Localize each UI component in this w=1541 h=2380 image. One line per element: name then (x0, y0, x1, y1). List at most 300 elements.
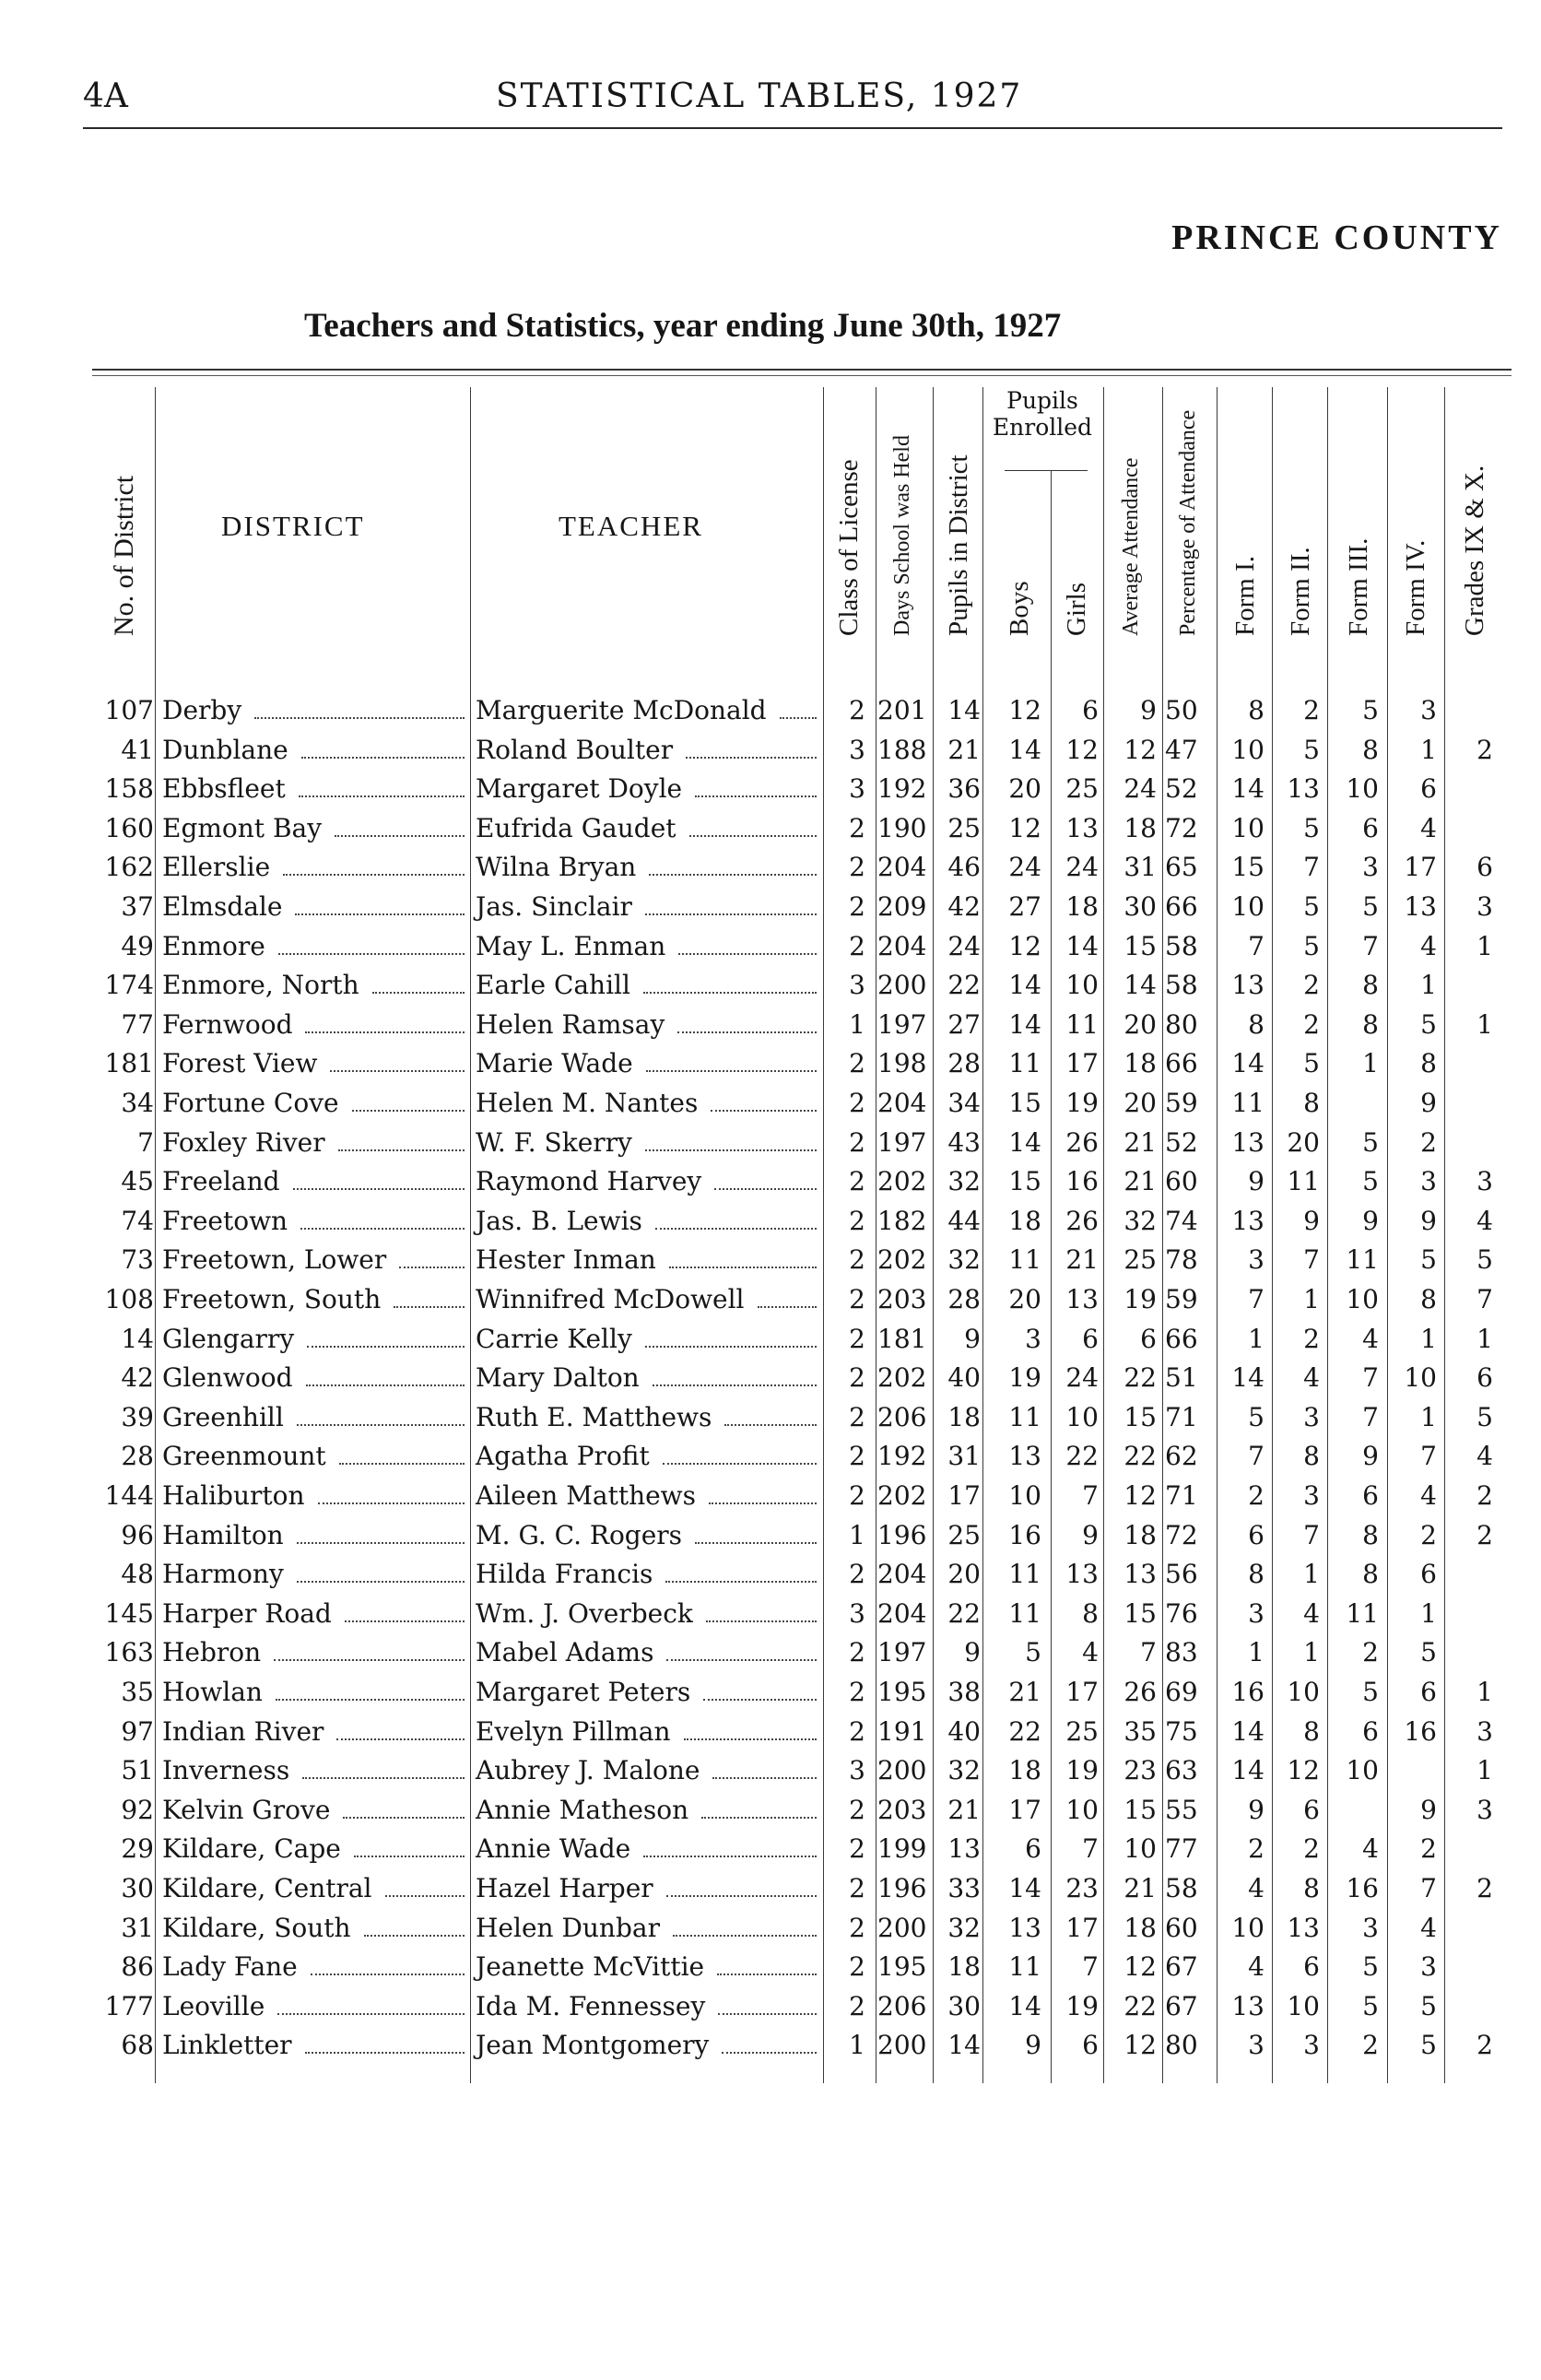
form-2-count: 1 (1303, 1284, 1320, 1314)
girls-enrolled: 10 (1065, 970, 1099, 1001)
form-3-count: 8 (1362, 1519, 1379, 1550)
dot-leader (655, 1228, 817, 1230)
district-number: 31 (121, 1912, 154, 1943)
form-2-count: 9 (1303, 1205, 1320, 1236)
form-4-count: 3 (1420, 1166, 1437, 1197)
column-header-pupils-enrolled: Pupils Enrolled (992, 387, 1093, 441)
table-row (0, 1673, 1541, 1713)
table-row (0, 966, 1541, 1006)
class-of-license: 2 (849, 1244, 865, 1276)
boys-enrolled: 14 (1008, 1873, 1041, 1903)
form-3-count: 5 (1362, 1990, 1379, 2021)
percentage-attendance: 66 (1165, 1323, 1198, 1354)
form-3-count: 8 (1362, 734, 1379, 765)
table-row (0, 731, 1541, 771)
district-name: Glengarry (162, 1323, 295, 1354)
table-row (0, 1124, 1541, 1163)
teacher-name: Annie Wade (476, 1833, 631, 1865)
class-of-license: 2 (849, 1088, 865, 1118)
dot-leader (643, 1856, 817, 1857)
form-3-count: 3 (1362, 1912, 1379, 1943)
teacher-name: Marguerite McDonald (476, 695, 767, 725)
girls-enrolled: 13 (1065, 1284, 1099, 1314)
district-number: 73 (121, 1244, 154, 1276)
dot-leader (686, 757, 817, 759)
form-4-count: 5 (1420, 1990, 1437, 2021)
grades-9-10-count: 1 (1476, 1755, 1493, 1786)
form-2-count: 4 (1303, 1597, 1320, 1629)
form-4-count: 4 (1420, 1912, 1437, 1943)
average-attendance: 31 (1123, 852, 1157, 883)
percentage-attendance: 78 (1165, 1244, 1198, 1276)
days-school-held: 195 (877, 1677, 927, 1707)
table-row (0, 1516, 1541, 1556)
teacher-name: May L. Enman (476, 930, 666, 961)
column-header-teacher: TEACHER (559, 510, 703, 542)
pupils-in-district: 24 (947, 930, 981, 961)
class-of-license: 2 (849, 1362, 865, 1394)
grades-9-10-count: 5 (1476, 1401, 1493, 1432)
average-attendance: 30 (1123, 891, 1157, 922)
district-name: Kelvin Grove (162, 1794, 331, 1825)
pupils-in-district: 14 (947, 695, 981, 725)
table-row (0, 1044, 1541, 1084)
form-2-count: 4 (1303, 1362, 1320, 1394)
table-row (0, 1987, 1541, 2027)
average-attendance: 32 (1123, 1205, 1157, 1236)
dot-leader (712, 1777, 817, 1779)
pupils-in-district: 32 (947, 1912, 981, 1943)
percentage-attendance: 60 (1165, 1166, 1198, 1197)
district-name: Elmsdale (162, 891, 283, 922)
pupils-in-district: 9 (964, 1637, 981, 1668)
boys-enrolled: 20 (1008, 773, 1041, 805)
dot-leader (645, 1346, 817, 1348)
form-3-count: 10 (1346, 773, 1379, 805)
district-name: Freetown (162, 1205, 288, 1236)
girls-enrolled: 19 (1065, 1088, 1099, 1118)
grades-9-10-count: 3 (1476, 1794, 1493, 1825)
district-number: 14 (121, 1323, 154, 1354)
form-3-count: 3 (1362, 852, 1379, 883)
table-row (0, 809, 1541, 849)
pupils-in-district: 30 (947, 1990, 981, 2021)
class-of-license: 1 (849, 1008, 865, 1040)
grades-9-10-count: 5 (1476, 1244, 1493, 1276)
boys-enrolled: 20 (1008, 1284, 1041, 1314)
dot-leader (283, 874, 465, 876)
teacher-name: Mabel Adams (476, 1637, 654, 1668)
form-2-count: 10 (1287, 1677, 1320, 1707)
girls-enrolled: 25 (1065, 1715, 1099, 1747)
form-2-count: 12 (1287, 1755, 1320, 1786)
dot-leader (338, 1149, 465, 1151)
pupils-in-district: 9 (964, 1323, 981, 1354)
average-attendance: 21 (1123, 1873, 1157, 1903)
dot-leader (372, 992, 465, 994)
average-attendance: 9 (1140, 695, 1157, 725)
average-attendance: 12 (1123, 1951, 1157, 1983)
dot-leader (300, 1228, 465, 1230)
pupils-in-district: 27 (947, 1008, 981, 1040)
dot-leader (299, 795, 465, 797)
boys-enrolled: 12 (1008, 812, 1041, 843)
form-2-count: 11 (1287, 1166, 1320, 1197)
form-3-count: 5 (1362, 891, 1379, 922)
average-attendance: 10 (1123, 1833, 1157, 1865)
table-row (0, 1006, 1541, 1045)
form-4-count: 3 (1420, 695, 1437, 725)
days-school-held: 206 (877, 1990, 927, 2021)
girls-enrolled: 6 (1082, 1323, 1099, 1354)
column-header-days-school-held: Days School was Held (890, 435, 914, 636)
pupils-in-district: 28 (947, 1284, 981, 1314)
form-4-count: 4 (1420, 930, 1437, 961)
form-4-count: 6 (1420, 1677, 1437, 1707)
days-school-held: 204 (877, 1088, 927, 1118)
dot-leader (352, 1110, 465, 1112)
dot-leader (301, 757, 465, 759)
form-1-count: 2 (1248, 1480, 1265, 1511)
average-attendance: 23 (1123, 1755, 1157, 1786)
column-header-pupils-in-district: Pupils in District (944, 454, 973, 636)
form-1-count: 4 (1248, 1951, 1265, 1983)
grades-9-10-count: 6 (1476, 852, 1493, 883)
boys-enrolled: 14 (1008, 970, 1041, 1001)
boys-enrolled: 14 (1008, 1990, 1041, 2021)
class-of-license: 3 (849, 1597, 865, 1629)
dot-leader (695, 795, 817, 797)
pupils-in-district: 18 (947, 1951, 981, 1983)
days-school-held: 181 (877, 1323, 927, 1354)
teacher-name: Hazel Harper (476, 1873, 653, 1903)
girls-enrolled: 24 (1065, 852, 1099, 883)
boys-enrolled: 13 (1008, 1441, 1041, 1472)
form-2-count: 7 (1303, 1244, 1320, 1276)
district-number: 96 (121, 1519, 154, 1550)
girls-enrolled: 11 (1065, 1008, 1099, 1040)
percentage-attendance: 66 (1165, 1048, 1198, 1079)
pupils-in-district: 32 (947, 1755, 981, 1786)
form-3-count: 8 (1362, 1008, 1379, 1040)
district-number: 34 (121, 1088, 154, 1118)
district-name: Hamilton (162, 1519, 284, 1550)
days-school-held: 192 (877, 1441, 927, 1472)
dot-leader (758, 1306, 817, 1308)
class-of-license: 2 (849, 1715, 865, 1747)
dot-leader (703, 1699, 817, 1701)
form-2-count: 13 (1287, 1912, 1320, 1943)
form-4-count: 2 (1420, 1519, 1437, 1550)
class-of-license: 2 (849, 1794, 865, 1825)
form-3-count: 6 (1362, 812, 1379, 843)
boys-enrolled: 11 (1008, 1244, 1041, 1276)
average-attendance: 15 (1123, 930, 1157, 961)
form-3-count: 4 (1362, 1833, 1379, 1865)
table-row (0, 1633, 1541, 1673)
pupils-in-district: 22 (947, 970, 981, 1001)
grades-9-10-count: 1 (1476, 930, 1493, 961)
form-4-count: 8 (1420, 1048, 1437, 1079)
dot-leader (335, 835, 465, 837)
district-name: Glenwood (162, 1362, 293, 1394)
form-1-count: 16 (1231, 1677, 1265, 1707)
form-1-count: 10 (1231, 891, 1265, 922)
pupils-in-district: 34 (947, 1088, 981, 1118)
district-name: Harmony (162, 1559, 284, 1590)
percentage-attendance: 58 (1165, 930, 1198, 961)
days-school-held: 196 (877, 1519, 927, 1550)
dot-leader (653, 1384, 817, 1386)
days-school-held: 192 (877, 773, 927, 805)
form-3-count: 4 (1362, 1323, 1379, 1354)
form-1-count: 4 (1248, 1873, 1265, 1903)
days-school-held: 204 (877, 1559, 927, 1590)
district-number: 97 (121, 1715, 154, 1747)
district-number: 177 (104, 1990, 154, 2021)
grades-9-10-count: 3 (1476, 1715, 1493, 1747)
grades-9-10-count: 4 (1476, 1441, 1493, 1472)
form-3-count: 7 (1362, 1362, 1379, 1394)
pupils-in-district: 33 (947, 1873, 981, 1903)
pupils-in-district: 38 (947, 1677, 981, 1707)
table-row (0, 1869, 1541, 1909)
teacher-name: M. G. C. Rogers (476, 1519, 683, 1550)
boys-enrolled: 11 (1008, 1401, 1041, 1432)
dot-leader (706, 1620, 817, 1622)
teacher-name: Agatha Profit (476, 1441, 650, 1472)
teacher-name: Ruth E. Matthews (476, 1401, 712, 1432)
form-3-count: 2 (1362, 2030, 1379, 2061)
percentage-attendance: 76 (1165, 1597, 1198, 1629)
class-of-license: 2 (849, 1441, 865, 1472)
column-header-form-1: Form I. (1230, 556, 1260, 636)
form-1-count: 7 (1248, 930, 1265, 961)
table-row (0, 1751, 1541, 1791)
form-1-count: 3 (1248, 1244, 1265, 1276)
boys-enrolled: 15 (1008, 1166, 1041, 1197)
dot-leader (311, 1974, 465, 1975)
girls-enrolled: 26 (1065, 1126, 1099, 1158)
class-of-license: 2 (849, 812, 865, 843)
class-of-license: 2 (849, 1401, 865, 1432)
class-of-license: 2 (849, 1637, 865, 1668)
girls-enrolled: 14 (1065, 930, 1099, 961)
percentage-attendance: 52 (1165, 773, 1198, 805)
average-attendance: 12 (1123, 734, 1157, 765)
form-3-count: 5 (1362, 695, 1379, 725)
form-3-count: 9 (1362, 1205, 1379, 1236)
table-title: Teachers and Statistics, year ending June 30th, 1927 (304, 307, 1062, 345)
pupils-in-district: 25 (947, 1519, 981, 1550)
district-number: 181 (104, 1048, 154, 1079)
girls-enrolled: 9 (1082, 1519, 1099, 1550)
teacher-name: Jeanette McVittie (476, 1951, 705, 1983)
grades-9-10-count: 1 (1476, 1677, 1493, 1707)
dot-leader (295, 913, 465, 915)
dot-leader (717, 1974, 817, 1975)
dot-leader (274, 1659, 465, 1661)
district-number: 162 (104, 852, 154, 883)
dot-leader (673, 1935, 817, 1937)
form-1-count: 13 (1231, 970, 1265, 1001)
class-of-license: 2 (849, 695, 865, 725)
dot-leader (399, 1267, 465, 1268)
days-school-held: 202 (877, 1480, 927, 1511)
girls-enrolled: 19 (1065, 1990, 1099, 2021)
average-attendance: 26 (1123, 1677, 1157, 1707)
form-1-count: 8 (1248, 1008, 1265, 1040)
class-of-license: 2 (849, 930, 865, 961)
days-school-held: 197 (877, 1637, 927, 1668)
form-3-count: 11 (1346, 1244, 1379, 1276)
boys-enrolled: 17 (1008, 1794, 1041, 1825)
table-row (0, 1320, 1541, 1360)
dot-leader (345, 1620, 465, 1622)
grades-9-10-count: 2 (1476, 734, 1493, 765)
percentage-attendance: 77 (1165, 1833, 1198, 1865)
table-row (0, 1948, 1541, 1987)
boys-enrolled: 21 (1008, 1677, 1041, 1707)
form-4-count: 2 (1420, 1833, 1437, 1865)
class-of-license: 2 (849, 1951, 865, 1983)
form-4-count: 6 (1420, 773, 1437, 805)
district-number: 48 (121, 1559, 154, 1590)
form-4-count: 9 (1420, 1205, 1437, 1236)
boys-enrolled: 16 (1008, 1519, 1041, 1550)
form-1-count: 13 (1231, 1990, 1265, 2021)
county-title: PRINCE COUNTY (1171, 218, 1502, 257)
form-3-count: 8 (1362, 1559, 1379, 1590)
average-attendance: 7 (1140, 1637, 1157, 1668)
form-4-count: 17 (1404, 852, 1437, 883)
dot-leader (711, 1110, 817, 1112)
table-row (0, 1909, 1541, 1949)
dot-leader (336, 1738, 465, 1740)
class-of-license: 3 (849, 734, 865, 765)
table-row (0, 1398, 1541, 1438)
form-2-count: 5 (1303, 1048, 1320, 1079)
teacher-name: Mary Dalton (476, 1362, 640, 1394)
boys-enrolled: 12 (1008, 930, 1041, 961)
teacher-name: Carrie Kelly (476, 1323, 632, 1354)
dot-leader (645, 913, 817, 915)
grades-9-10-count: 2 (1476, 1480, 1493, 1511)
form-4-count: 5 (1420, 1008, 1437, 1040)
form-4-count: 7 (1420, 1873, 1437, 1903)
pupils-in-district: 21 (947, 1794, 981, 1825)
percentage-attendance: 58 (1165, 970, 1198, 1001)
average-attendance: 25 (1123, 1244, 1157, 1276)
pupils-in-district: 18 (947, 1401, 981, 1432)
boys-enrolled: 22 (1008, 1715, 1041, 1747)
average-attendance: 22 (1123, 1362, 1157, 1394)
teacher-name: Wilna Bryan (476, 852, 637, 883)
days-school-held: 190 (877, 812, 927, 843)
form-2-count: 8 (1303, 1088, 1320, 1118)
pupils-in-district: 17 (947, 1480, 981, 1511)
table-row (0, 927, 1541, 967)
average-attendance: 19 (1123, 1284, 1157, 1314)
grades-9-10-count: 2 (1476, 1519, 1493, 1550)
form-2-count: 2 (1303, 1008, 1320, 1040)
form-2-count: 5 (1303, 734, 1320, 765)
form-1-count: 7 (1248, 1284, 1265, 1314)
district-name: Lady Fane (162, 1951, 298, 1983)
girls-enrolled: 7 (1082, 1833, 1099, 1865)
average-attendance: 18 (1123, 1519, 1157, 1550)
district-number: 39 (121, 1401, 154, 1432)
girls-enrolled: 17 (1065, 1048, 1099, 1079)
teacher-name: Marie Wade (476, 1048, 633, 1079)
district-name: Enmore, North (162, 970, 359, 1001)
dot-leader (722, 2052, 817, 2054)
average-attendance: 18 (1123, 1048, 1157, 1079)
form-2-count: 8 (1303, 1715, 1320, 1747)
days-school-held: 202 (877, 1244, 927, 1276)
percentage-attendance: 71 (1165, 1401, 1198, 1432)
form-2-count: 7 (1303, 1519, 1320, 1550)
form-1-count: 3 (1248, 1597, 1265, 1629)
grades-9-10-count: 4 (1476, 1205, 1493, 1236)
table-row (0, 1477, 1541, 1516)
form-2-count: 6 (1303, 1794, 1320, 1825)
district-name: Foxley River (162, 1126, 325, 1158)
table-row (0, 1830, 1541, 1869)
district-number: 144 (104, 1480, 154, 1511)
dot-leader (666, 1895, 817, 1897)
average-attendance: 35 (1123, 1715, 1157, 1747)
average-attendance: 15 (1123, 1401, 1157, 1432)
page-number: 4A (83, 77, 128, 115)
class-of-license: 2 (849, 891, 865, 922)
percentage-attendance: 75 (1165, 1715, 1198, 1747)
average-attendance: 6 (1140, 1323, 1157, 1354)
form-2-count: 2 (1303, 1323, 1320, 1354)
form-1-count: 3 (1248, 2030, 1265, 2061)
days-school-held: 201 (877, 695, 927, 725)
class-of-license: 2 (849, 1126, 865, 1158)
district-number: 174 (104, 970, 154, 1001)
district-name: Greenmount (162, 1441, 326, 1472)
girls-enrolled: 19 (1065, 1755, 1099, 1786)
boys-enrolled: 27 (1008, 891, 1041, 922)
district-number: 42 (121, 1362, 154, 1394)
average-attendance: 18 (1123, 1912, 1157, 1943)
teacher-name: Helen Ramsay (476, 1008, 665, 1040)
percentage-attendance: 55 (1165, 1794, 1198, 1825)
form-2-count: 8 (1303, 1873, 1320, 1903)
boys-enrolled: 11 (1008, 1951, 1041, 1983)
teacher-name: Ida M. Fennessey (476, 1990, 706, 2021)
teacher-name: Annie Matheson (476, 1794, 689, 1825)
dot-leader (277, 2013, 465, 2015)
percentage-attendance: 56 (1165, 1559, 1198, 1590)
dot-leader (646, 1070, 817, 1072)
form-1-count: 8 (1248, 1559, 1265, 1590)
days-school-held: 200 (877, 1755, 927, 1786)
boys-enrolled: 12 (1008, 695, 1041, 725)
district-name: Kildare, Cape (162, 1833, 341, 1865)
district-number: 74 (121, 1205, 154, 1236)
form-3-count: 16 (1346, 1873, 1379, 1903)
teacher-name: Hester Inman (476, 1244, 656, 1276)
form-1-count: 1 (1248, 1323, 1265, 1354)
district-name: Freetown, Lower (162, 1244, 387, 1276)
days-school-held: 203 (877, 1794, 927, 1825)
form-1-count: 9 (1248, 1166, 1265, 1197)
pupils-in-district: 14 (947, 2030, 981, 2061)
